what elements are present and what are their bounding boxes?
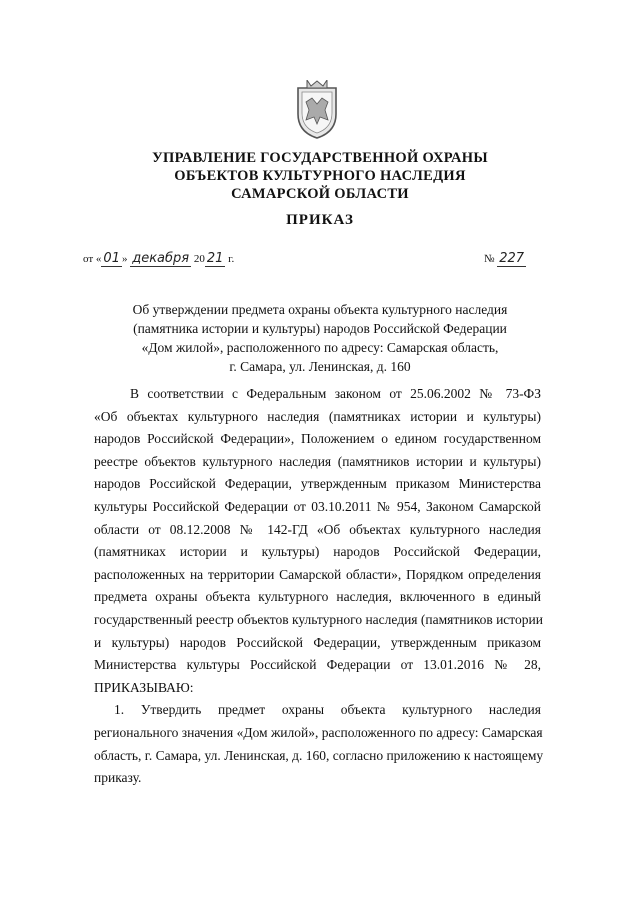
authority-line: УПРАВЛЕНИЕ ГОСУДАРСТВЕННОЙ ОХРАНЫ bbox=[152, 150, 488, 166]
date-day-handwritten: 01 bbox=[103, 251, 120, 266]
date-year-handwritten: 21 bbox=[206, 251, 224, 266]
date-prefix: от « bbox=[83, 253, 102, 265]
body-line: регионального значения «Дом жилой», расположенного по адресу: Самарская bbox=[94, 724, 543, 740]
date-suffix: г. bbox=[225, 253, 235, 265]
body-line: «Об объектах культурного наследия (памятниках истории и культуры) bbox=[94, 408, 541, 424]
body-line: область, г. Самара, ул. Ленинская, д. 160, согласно приложению к настоящему bbox=[94, 747, 544, 763]
date-separator: » bbox=[121, 253, 131, 265]
body-line: Министерства культуры Российской Федерации от 13.01.2016 № 28, bbox=[94, 657, 541, 673]
coat-of-arms-emblem bbox=[292, 80, 342, 140]
body-line: культуры Российской Федерации от 03.10.2011 № 954, Законом Самарской bbox=[94, 498, 541, 514]
body-line: (памятниках истории и культуры) народов Российской Федерации, bbox=[94, 544, 541, 560]
subject-line: г. Самара, ул. Ленинская, д. 160 bbox=[229, 359, 411, 374]
date-month-handwritten: декабря bbox=[132, 251, 190, 266]
number-prefix: № bbox=[484, 253, 495, 265]
body-line: предмета охраны объекта культурного наследия, включенного в единый bbox=[94, 589, 541, 605]
body-line: и культуры) народов Российской Федерации, утвержденным приказом bbox=[94, 634, 541, 650]
number-value-handwritten: 227 bbox=[499, 251, 525, 266]
order-subject bbox=[90, 300, 550, 376]
order-number bbox=[484, 251, 526, 266]
authority-line: ОБЪЕКТОВ КУЛЬТУРНОГО НАСЛЕДИЯ bbox=[174, 168, 466, 184]
order-body bbox=[94, 383, 544, 790]
body-line: области от 08.12.2008 № 142-ГД «Об объектах культурного наследия bbox=[94, 521, 541, 537]
order-date bbox=[83, 251, 234, 266]
document-type-title: ПРИКАЗ bbox=[286, 212, 354, 228]
order-directive: ПРИКАЗЫВАЮ: bbox=[94, 679, 194, 695]
subject-line: (памятника истории и культуры) народов Российской Федерации bbox=[133, 321, 507, 336]
authority-line: САМАРСКОЙ ОБЛАСТИ bbox=[231, 186, 409, 202]
body-line: народов Российской Федерации», Положением о едином государственном bbox=[94, 431, 541, 447]
issuing-authority bbox=[0, 149, 640, 203]
body-line: народов Российской Федерации, утвержденным приказом Министерства bbox=[94, 476, 541, 492]
body-line: реестре объектов культурного наследия (памятников истории и культуры) bbox=[94, 453, 541, 469]
subject-line: Об утверждении предмета охраны объекта культурного наследия bbox=[132, 302, 508, 317]
body-line: В соответствии с Федеральным законом от 25.06.2002 № 73-ФЗ bbox=[130, 386, 541, 401]
date-year-prefix: 20 bbox=[191, 253, 205, 265]
body-line: 1. Утвердить предмет охраны объекта культурного наследия bbox=[114, 702, 541, 718]
body-line: приказу. bbox=[94, 770, 142, 786]
body-line: расположенных на территории Самарской области», Порядком определения bbox=[94, 566, 541, 582]
body-line: государственный реестр объектов культурного наследия (памятников истории bbox=[94, 611, 543, 627]
subject-line: «Дом жилой», расположенного по адресу: Самарская область, bbox=[141, 340, 499, 355]
